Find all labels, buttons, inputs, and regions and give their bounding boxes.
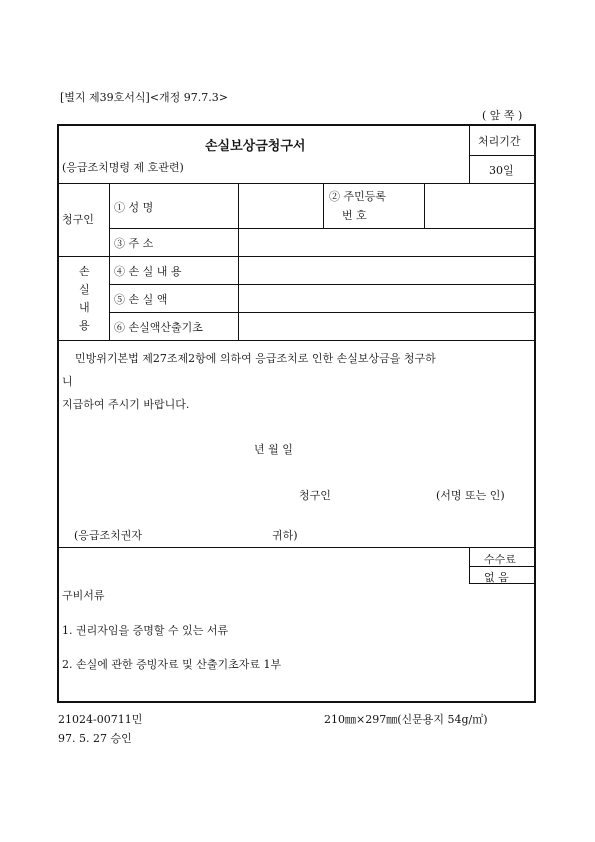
section-label-divider: [109, 183, 110, 340]
request-body-line1: 민방위기본법 제27조제2항에 의하여 응급조치로 인한 손실보상금을 청구하: [75, 352, 436, 365]
loss-amount-label: ⑤ 손 실 액: [114, 293, 168, 306]
fee-value: 없 음: [484, 571, 509, 584]
processing-period-label: 처리기간: [478, 135, 521, 148]
request-section-bottom: [57, 547, 536, 548]
title-divider: [469, 124, 470, 184]
footer-paper-spec: 210㎜×297㎜(신문용지 54g/㎡): [324, 713, 488, 726]
addressee-suffix: 귀하): [272, 529, 298, 542]
outer-border-bottom: [57, 701, 536, 703]
resident-label-right-divider: [424, 183, 425, 228]
name-label: ① 성 명: [114, 201, 154, 214]
outer-border-top: [57, 124, 536, 126]
loss-content-row-bottom: [109, 284, 535, 285]
request-body-line2: 지급하여 주시기 바랍니다.: [62, 398, 190, 411]
loss-label-char-3: 내: [79, 301, 90, 314]
period-divider: [469, 155, 535, 156]
loss-label-char-1: 손: [79, 265, 90, 278]
loss-label-char-4: 용: [79, 319, 90, 332]
resident-no-label-line2: 번 호: [342, 209, 367, 222]
resident-label-left-divider: [323, 183, 324, 228]
sign-hint: (서명 또는 인): [436, 489, 505, 502]
outer-border-left: [57, 124, 59, 703]
loss-basis-label: ⑥ 손실액산출기초: [114, 321, 203, 334]
name-row-bottom: [109, 228, 535, 229]
claimant-section-label: 청구인: [62, 213, 94, 226]
outer-border-right: [534, 124, 536, 703]
address-label: ③ 주 소: [114, 237, 154, 250]
form-reference: [별지 제39호서식]<개정 97.7.3>: [60, 91, 229, 104]
form-title: 손실보상금청구서: [205, 139, 306, 154]
resident-no-label-line1: ② 주민등록: [329, 190, 387, 203]
processing-period-value: 30일: [489, 164, 514, 177]
request-date-line: 년 월 일: [254, 443, 293, 456]
title-bottom-line: [57, 183, 536, 184]
loss-content-label: ④ 손 실 내 용: [114, 265, 182, 278]
loss-label-char-2: 실: [79, 283, 90, 296]
fee-label: 수수료: [484, 553, 516, 566]
document-item-1: 1. 권리자임을 증명할 수 있는 서류: [62, 624, 229, 637]
documents-title: 구비서류: [62, 589, 105, 602]
loss-amount-row-bottom: [109, 312, 535, 313]
claimant-sign-label: 청구인: [299, 489, 331, 502]
loss-section-label: [79, 263, 90, 335]
request-body-line1-wrap: 니: [62, 375, 73, 388]
footer-approval: 97. 5. 27 승인: [58, 732, 132, 745]
form-subtitle: (응급조치명령 제 호관련): [62, 161, 184, 174]
loss-section-bottom: [57, 340, 536, 341]
addressee-prefix: (응급조치권자: [74, 529, 143, 542]
label-value-divider: [238, 183, 239, 340]
front-side-label: ( 앞 쪽 ): [482, 109, 523, 122]
claimant-section-bottom: [57, 256, 536, 257]
document-item-2: 2. 손실에 관한 증빙자료 및 산출기초자료 1부: [62, 658, 282, 671]
footer-form-number: 21024-00711민: [58, 713, 143, 726]
